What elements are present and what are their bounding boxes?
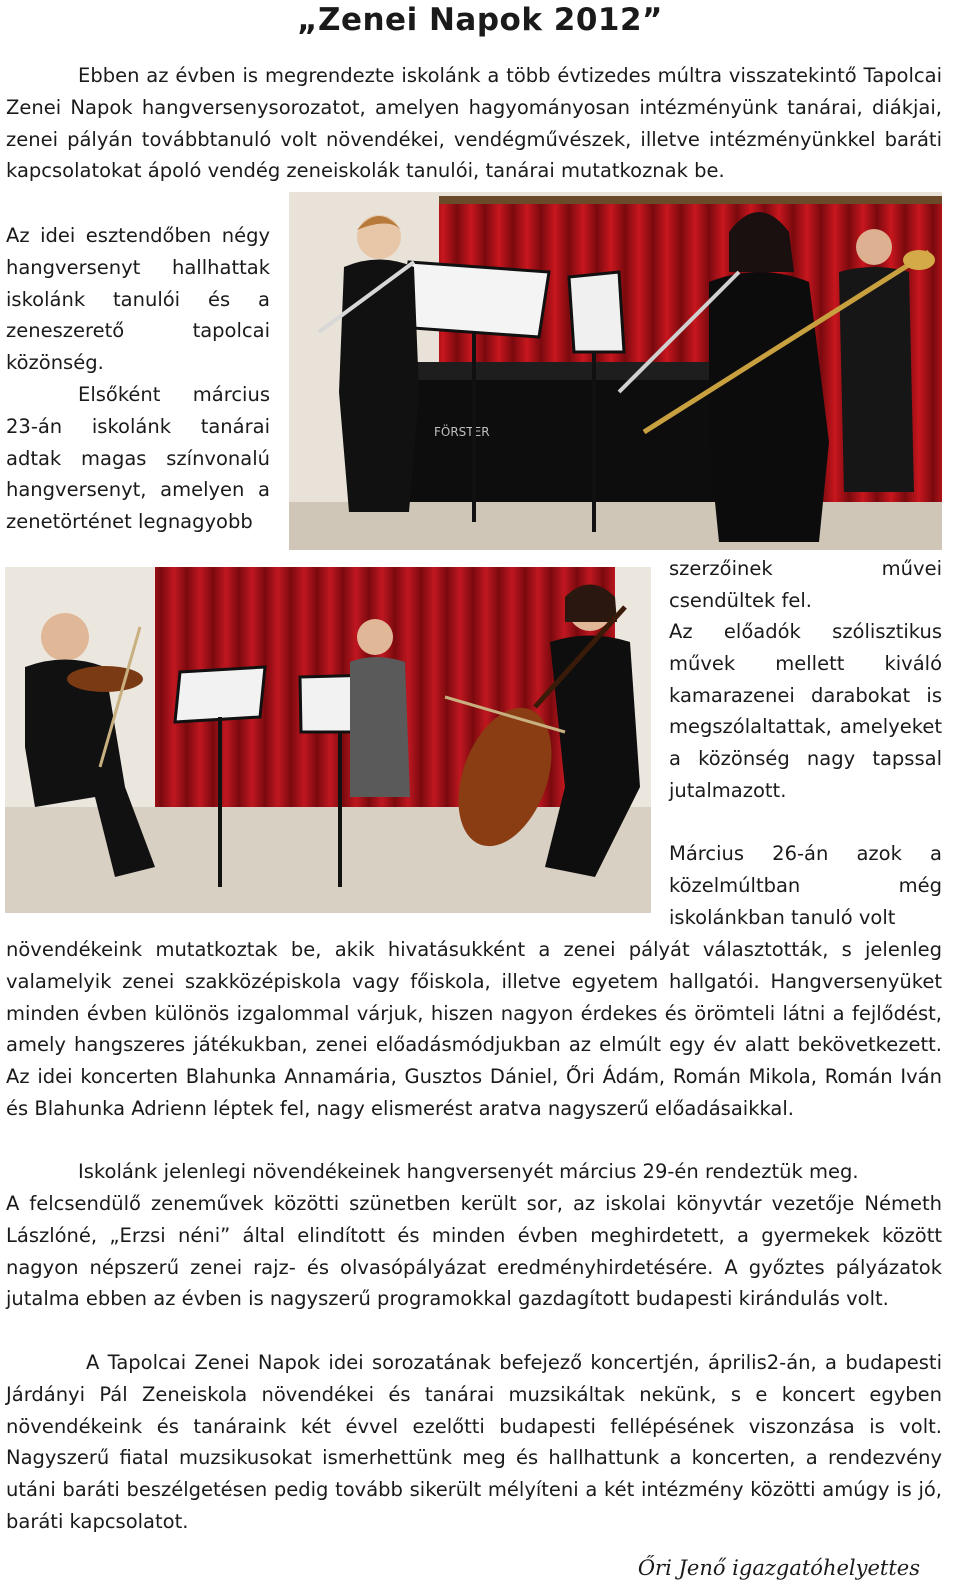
paragraph-alumni: növendékeink mutatkoztak be, akik hivatásukként a zenei pályát választották, s jelenleg valamelyik zenei szakközépiskola vagy főiskola, illetve egyetem hallgatói. Hangversenyüket minden évben különös izgalommal várjuk, hiszen nagyon érdekes és örömteli látni a fejlődést, amely hangszeres játékukban, zenei előadásmódjukban az elmúlt egy év alatt bekövetkezett. Az idei koncerten Blahunka Annamária, Gusztos Dániel, Őri Ádám, Román Mikola, Román Iván és Blahunka Adrienn léptek fel, nagy elismerést aratva nagyszerű előadásaikkal. — [6, 938, 942, 1120]
photo-string-quartet — [5, 567, 651, 913]
paragraph-concerts-count: Az idei esztendőben négy hangversenyt hallhattak iskolánk tanulói és a zeneszerető tapolcai közönség. — [6, 224, 270, 375]
photo-flute-trombone-image — [289, 192, 942, 550]
paragraph-alumni-start: Március 26-án azok a közelmúltban még iskolánkban tanuló volt — [669, 842, 942, 929]
paragraph-composers: szerzőinek művei csendültek fel. — [669, 557, 942, 612]
paragraph-final-concert: A Tapolcai Zenei Napok idei sorozatának befejező koncertjén, április2-án, a budapesti Járdányi Pál Zeneiskola növendékei és tanárai muzsikáltak nekünk, s e koncert egyben növendékeink és tanáraink két évvel ezelőtti budapesti fellépésének viszonzása is volt. Nagyszerű fiatal muzsikusokat ismerhettünk meg és hallhattunk a koncerten, a rendezvény utáni baráti beszélgetésen pedig tovább sikerült mélyíteni a két intézmény közötti amúgy is jó, baráti kapcsolatot. — [6, 1351, 942, 1533]
paragraph-current-students: Iskolánk jelenlegi növendékeinek hangversenyét március 29-én rendeztük meg. — [78, 1160, 859, 1183]
paragraph-first-concert: Elsőként március 23-án iskolánk tanárai adtak magas színvonalú hangversenyt, amelyen a zenetörténet legnagyobb — [6, 383, 270, 534]
paragraph-intro: Ebben az évben is megrendezte iskolánk a több évtizedes múltra visszatekintő Tapolcai Zenei Napok hangversenysorozatot, amelyen hagyományosan intézményünk tanárai, diákjai, zenei pályán továbbtanuló volt növendékei, vendégművészek, illetve intézményünkkel baráti kapcsolatokat ápoló vendég zeneiskolák tanulói, tanárai mutatkoznak be. — [6, 64, 942, 183]
photo-string-quartet-image — [5, 567, 651, 913]
page-title: „Zenei Napok 2012” — [297, 2, 663, 38]
paragraph-competition: A felcsendülő zeneművek közötti szünetben került sor, az iskolai könyvtár vezetője Németh Lászlóné, „Erzsi néni” által elindított és minden évben meghirdetett, a gyermekek között nagyon népszerű zenei rajz- és olvasópályázat eredményhirdetésére. A győztes pályázatok jutalma ebben az évben is nagyszerű programokkal gazdagított budapesti kirándulás volt. — [6, 1192, 942, 1311]
piano-brand-label: FÖRSTER — [434, 425, 490, 439]
photo-flute-trombone — [289, 192, 942, 550]
signature: Őri Jenő igazgatóhelyettes — [637, 1556, 920, 1580]
paragraph-performers: Az előadók szólisztikus művek mellett kiváló kamarazenei darabokat is megszólaltattak, amelyeket a közönség nagy tapssal jutalmazott. — [669, 620, 942, 802]
